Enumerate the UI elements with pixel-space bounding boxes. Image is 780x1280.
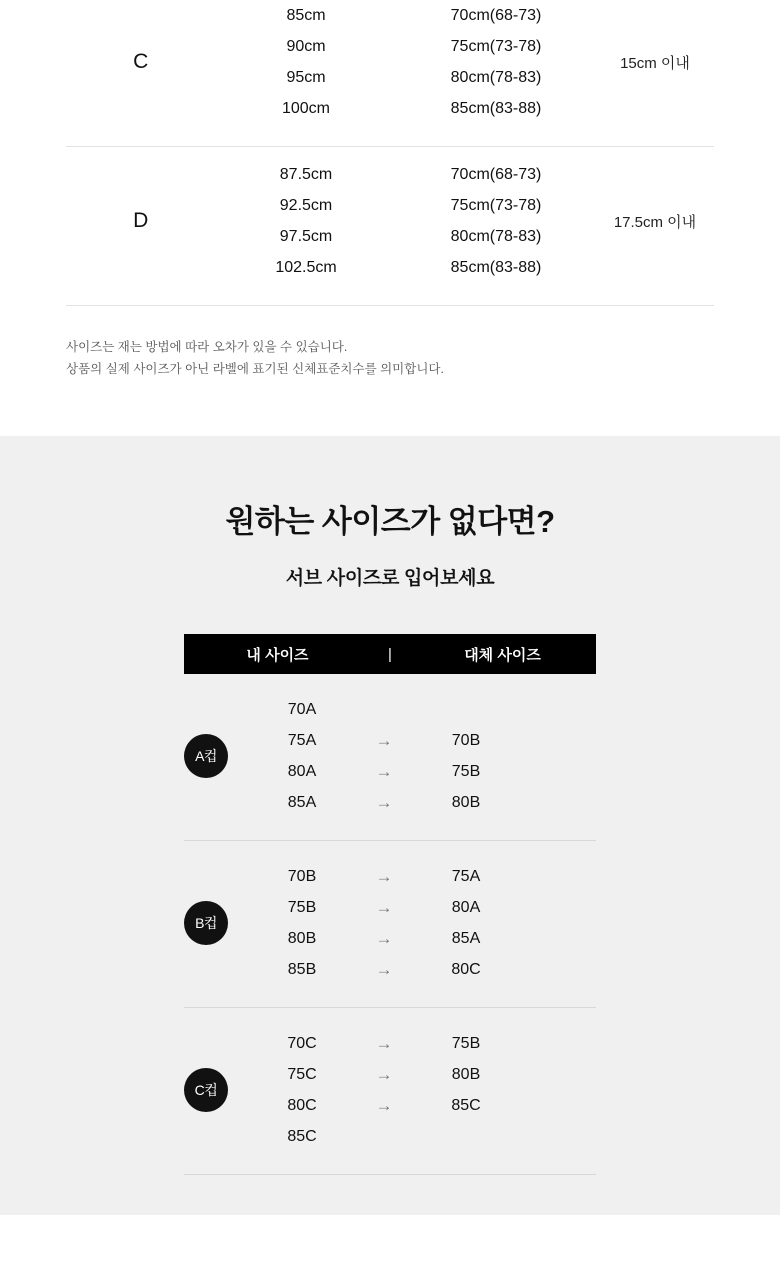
alt-size-value: 85C [451, 1096, 481, 1114]
list-item [242, 787, 596, 818]
arrow-icon: → [375, 1065, 393, 1084]
list-item [242, 756, 596, 787]
cup-badge: A컵 [184, 734, 228, 778]
list-item [242, 892, 596, 923]
cup-badge-wrap [184, 901, 242, 945]
bust-value: 102.5cm [275, 259, 337, 276]
arrow-icon: → [375, 731, 393, 750]
table-header [184, 634, 596, 674]
section-subtitle: 서브 사이즈로 입어보세요 [285, 568, 495, 589]
arrow-icon: → [375, 793, 393, 812]
table-row [66, 147, 714, 306]
my-size-value: 70B [287, 867, 317, 885]
arrow-icon: → [375, 867, 393, 886]
list-item [242, 725, 596, 756]
my-size-value: 75A [287, 731, 317, 749]
my-size-value: 85B [287, 960, 317, 978]
bust-value: 92.5cm [279, 197, 333, 214]
alt-size-value: 75B [451, 762, 481, 780]
cup-label: C [133, 50, 149, 73]
arrow-icon: → [375, 929, 393, 948]
bust-value: 85cm [286, 7, 326, 24]
list-item [242, 1028, 596, 1059]
bust-value: 87.5cm [279, 166, 333, 183]
size-pair-list [242, 861, 596, 985]
bust-value: 97.5cm [279, 228, 333, 245]
size-table-section [0, 0, 780, 436]
my-size-value: 70A [287, 700, 317, 718]
header-my-size: 내 사이즈 [246, 646, 309, 664]
arrow-icon: → [375, 898, 393, 917]
table-row [66, 0, 714, 147]
underbust-value: 85cm(83-88) [450, 259, 542, 276]
table-row [184, 1008, 596, 1175]
list-item [242, 954, 596, 985]
section-title: 원하는 사이즈가 없다면? [225, 504, 555, 539]
list-item [242, 861, 596, 892]
size-pair-list [242, 1028, 596, 1152]
my-size-value: 85C [287, 1127, 317, 1145]
alt-size-value: 70B [451, 731, 481, 749]
alt-size-value: 80A [451, 898, 481, 916]
note-line: 상품의 실제 사이즈가 아닌 라벨에 표기된 신체표준치수를 의미합니다. [66, 362, 444, 376]
alt-size-value: 80B [451, 1065, 481, 1083]
arrow-icon: → [375, 1096, 393, 1115]
size-pair-list [242, 694, 596, 818]
underbust-value: 80cm(78-83) [450, 228, 542, 245]
underbust-value: 70cm(68-73) [450, 166, 542, 183]
my-size-value: 75C [287, 1065, 317, 1083]
underbust-value: 70cm(68-73) [450, 7, 542, 24]
list-item [242, 923, 596, 954]
underbust-value: 85cm(83-88) [450, 100, 542, 117]
difference-note: 17.5cm 이내 [613, 213, 697, 231]
underbust-measure-list [396, 159, 596, 283]
header-divider: | [388, 645, 392, 663]
underbust-measure-list [396, 0, 596, 124]
bust-value: 100cm [281, 100, 331, 117]
arrow-icon: → [375, 1034, 393, 1053]
list-item [242, 1059, 596, 1090]
bust-measure-list [216, 0, 396, 124]
cup-badge-wrap [184, 1068, 242, 1112]
my-size-value: 80B [287, 929, 317, 947]
alt-size-value: 80B [451, 793, 481, 811]
bust-value: 90cm [286, 38, 326, 55]
header-alt-size: 대체 사이즈 [464, 646, 541, 664]
underbust-value: 75cm(73-78) [450, 197, 542, 214]
underbust-value: 75cm(73-78) [450, 38, 542, 55]
cup-badge: C컵 [184, 1068, 228, 1112]
arrow-icon: → [375, 762, 393, 781]
my-size-value: 80A [287, 762, 317, 780]
cup-label: D [133, 209, 149, 232]
table-row [184, 841, 596, 1008]
cup-badge-wrap [184, 734, 242, 778]
my-size-value: 80C [287, 1096, 317, 1114]
table-row [184, 674, 596, 841]
list-item [242, 694, 596, 725]
underbust-value: 80cm(78-83) [450, 69, 542, 86]
difference-note: 15cm 이내 [620, 54, 690, 72]
my-size-value: 75B [287, 898, 317, 916]
alternate-size-section [0, 436, 780, 1215]
alt-size-value: 80C [451, 960, 481, 978]
note-line: 사이즈는 재는 방법에 따라 오차가 있을 수 있습니다. [66, 340, 348, 354]
bust-value: 95cm [286, 69, 326, 86]
bust-measure-list [216, 159, 396, 283]
alternate-size-table [184, 634, 596, 1175]
my-size-value: 70C [287, 1034, 317, 1052]
alt-size-value: 85A [451, 929, 481, 947]
list-item [242, 1121, 596, 1152]
list-item [242, 1090, 596, 1121]
cup-badge: B컵 [184, 901, 228, 945]
my-size-value: 85A [287, 793, 317, 811]
size-notes [66, 336, 714, 436]
alt-size-value: 75B [451, 1034, 481, 1052]
arrow-icon: → [375, 960, 393, 979]
alt-size-value: 75A [451, 867, 481, 885]
